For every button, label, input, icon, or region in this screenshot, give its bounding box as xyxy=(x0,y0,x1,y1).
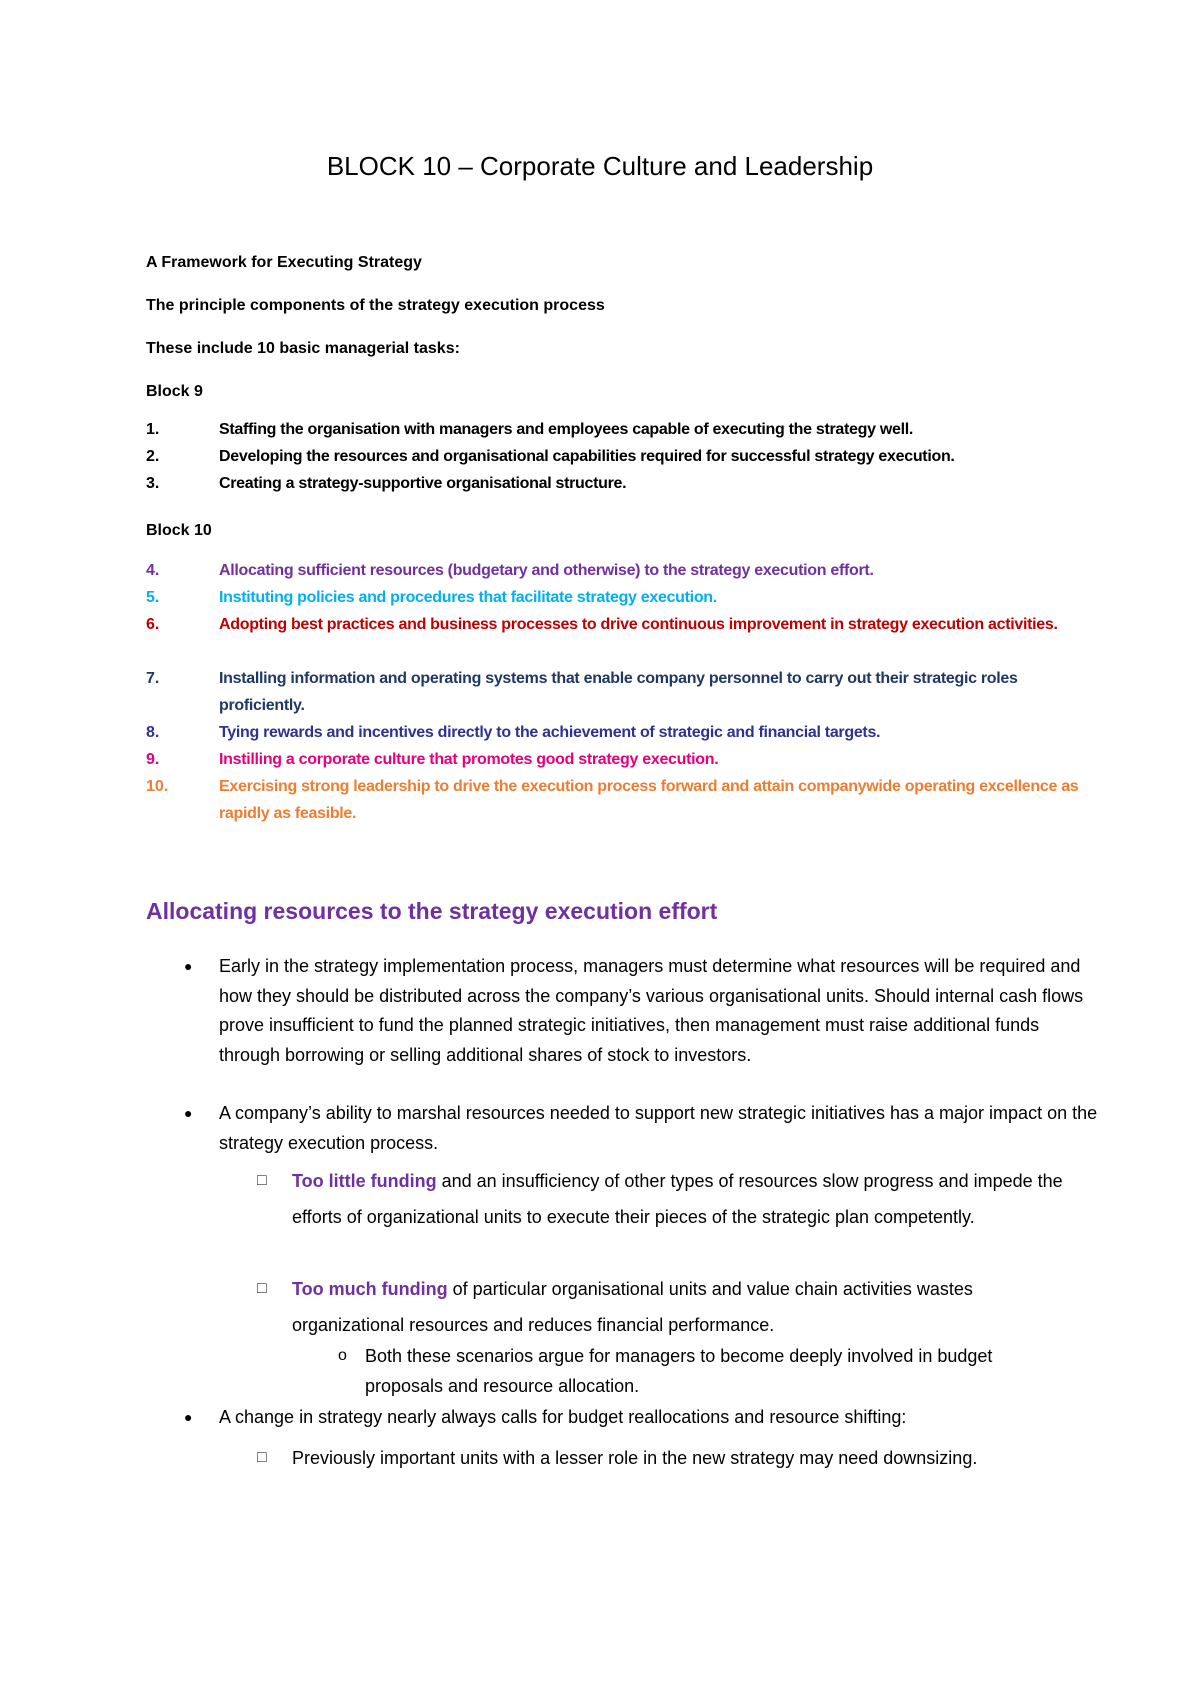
circle-bullet-glyph: o xyxy=(338,1347,347,1364)
page-title: BLOCK 10 – Corporate Culture and Leadership xyxy=(326,151,874,181)
principle-line: The principle components of the strategy execution process xyxy=(146,297,605,314)
list-number: 6. xyxy=(146,616,160,633)
list-number: 9. xyxy=(146,751,160,768)
list-item: Installing information and operating systems that enable company personnel to carry out their strategic roles proficiently. xyxy=(219,670,1018,714)
funding-highlight: Too much funding xyxy=(292,1279,448,1299)
list-item: Allocating sufficient resources (budgetary and otherwise) to the strategy execution effort. xyxy=(219,562,874,579)
list-item: Tying rewards and incentives directly to the achievement of strategic and financial targets. xyxy=(219,724,881,741)
list-item: Exercising strong leadership to drive the execution process forward and attain companywide operating excellence as rapidly as feasible. xyxy=(219,778,1079,822)
section-heading: Allocating resources to the strategy execution effort xyxy=(146,898,718,924)
list-item: Instituting policies and procedures that facilitate strategy execution. xyxy=(219,589,717,606)
list-item: Adopting best practices and business processes to drive continuous improvement in strategy execution activities. xyxy=(219,616,1058,633)
square-bullet-icon: □ xyxy=(257,1280,267,1297)
bullet-glyph: ● xyxy=(184,1105,193,1121)
square-bullet-icon: □ xyxy=(257,1449,267,1466)
funding-highlight: Too little funding xyxy=(292,1171,437,1191)
list-item: Staffing the organisation with managers and employees capable of executing the strategy well. xyxy=(219,421,914,438)
list-number: 3. xyxy=(146,475,160,492)
bullet-glyph: ● xyxy=(184,1409,193,1425)
sub-bullet-text: Previously important units with a lesser role in the new strategy may need downsizing. xyxy=(292,1448,978,1468)
sub-bullet-rest: of particular organisational units and value chain activities wastes organizational resources and reduces financial performance. xyxy=(292,1279,973,1335)
block10-label: Block 10 xyxy=(146,522,212,539)
bullet-text: A change in strategy nearly always calls for budget reallocations and resource shifting: xyxy=(219,1407,907,1427)
sub-bullet-text xyxy=(292,1163,1072,1235)
tasks-line: These include 10 basic managerial tasks: xyxy=(146,340,460,357)
bullet-glyph: ● xyxy=(184,958,193,974)
list-number: 1. xyxy=(146,421,160,438)
sub-bullet-text xyxy=(292,1271,1072,1343)
subsub-bullet-text: Both these scenarios argue for managers to become deeply involved in budget proposals and resource allocation. xyxy=(365,1346,993,1396)
block9-label: Block 9 xyxy=(146,383,203,400)
sub-bullet-rest: and an insufficiency of other types of resources slow progress and impede the efforts of organizational units to execute their pieces of the strategic plan competently. xyxy=(292,1171,1063,1227)
list-number: 10. xyxy=(146,778,169,795)
bullet-text: Early in the strategy implementation process, managers must determine what resources will be required and how they should be distributed across the company’s various organisational units. Should internal cash flows prove insufficient to fund the planned strategic initiatives, then management must raise additional funds through borrowing or selling additional shares of stock to investors. xyxy=(219,956,1084,1065)
bullet-text: A company’s ability to marshal resources needed to support new strategic initiatives has a major impact on the strategy execution process. xyxy=(219,1103,1098,1153)
framework-heading: A Framework for Executing Strategy xyxy=(146,254,422,271)
list-number: 2. xyxy=(146,448,160,465)
list-item: Instilling a corporate culture that promotes good strategy execution. xyxy=(219,751,719,768)
list-item: Developing the resources and organisational capabilities required for successful strategy execution. xyxy=(219,448,955,465)
list-item: Creating a strategy-supportive organisational structure. xyxy=(219,475,627,492)
list-number: 7. xyxy=(146,670,160,687)
square-bullet-icon: □ xyxy=(257,1172,267,1189)
list-number: 4. xyxy=(146,562,160,579)
list-number: 8. xyxy=(146,724,160,741)
list-number: 5. xyxy=(146,589,160,606)
